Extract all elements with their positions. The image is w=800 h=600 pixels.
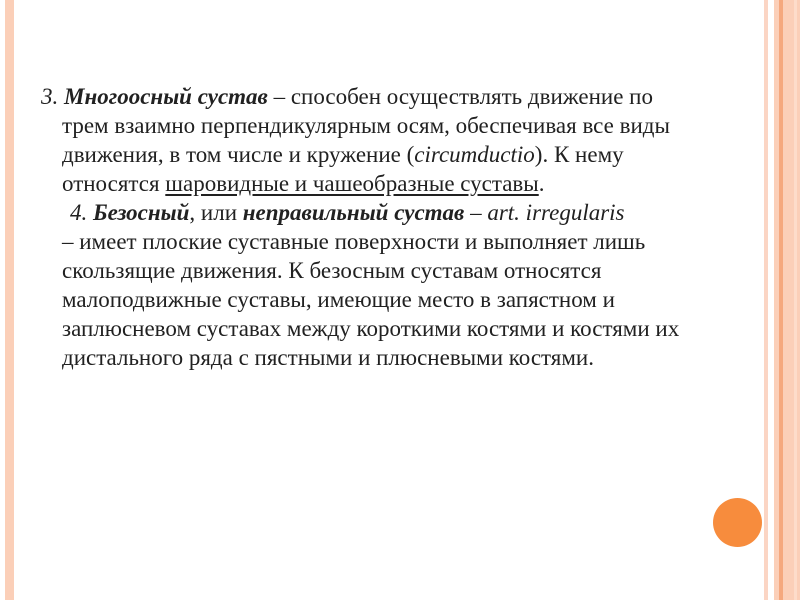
text-segment: 4.: [70, 200, 93, 225]
text-segment: движения, в том числе и кружение (: [62, 142, 415, 167]
text-line: [62, 256, 752, 285]
text-line: [70, 198, 752, 227]
text-segment: относятся: [62, 171, 166, 196]
right-accent-band: [774, 0, 800, 600]
right-accent-stripe-thin: [764, 0, 768, 600]
text-line: [62, 314, 752, 343]
text-segment: art. irregularis: [487, 200, 625, 225]
text-segment: ). К нему: [534, 142, 624, 167]
text-segment: шаровидные и чашеобразные суставы: [165, 171, 539, 196]
right-accent-stripe-highlight: [794, 0, 797, 600]
text-segment: дистального ряда с пястными и плюсневыми костями.: [62, 345, 594, 370]
text-segment: Безосный: [93, 200, 190, 225]
text-line: [62, 227, 752, 256]
paragraph-point-4-axisless-joint: [62, 198, 752, 372]
text-line: [62, 285, 752, 314]
text-segment: скользящие движения. К безосным суставам относятся: [62, 258, 602, 283]
text-segment: малоподвижные суставы, имеющие место в запястном и: [62, 287, 615, 312]
text-segment: 3.: [41, 84, 64, 109]
text-segment: Многоосный сустав: [64, 84, 268, 109]
text-segment: – способен осуществлять движение по: [267, 84, 653, 109]
text-line: [62, 111, 752, 140]
text-segment: .: [538, 171, 545, 196]
text-line: [62, 169, 752, 198]
slide-body-text: [41, 82, 752, 372]
text-segment: трем взаимно перпендикулярным осям, обеспечивая все виды: [62, 113, 670, 138]
text-line: [41, 82, 752, 111]
paragraph-point-3-multiaxial-joint: [41, 82, 752, 198]
text-segment: неправильный сустав: [242, 200, 465, 225]
decorative-circle: [713, 498, 762, 547]
right-accent-stripe-dark: [779, 0, 783, 600]
text-line: [62, 140, 752, 169]
text-segment: circumductio: [414, 142, 535, 167]
text-segment: –: [464, 200, 488, 225]
left-accent-stripe: [5, 0, 14, 600]
text-segment: , или: [189, 200, 243, 225]
text-segment: заплюсневом суставах между короткими костями и костями их: [62, 316, 680, 341]
text-line: [62, 343, 752, 372]
text-segment: – имеет плоские суставные поверхности и выполняет лишь: [62, 229, 646, 254]
